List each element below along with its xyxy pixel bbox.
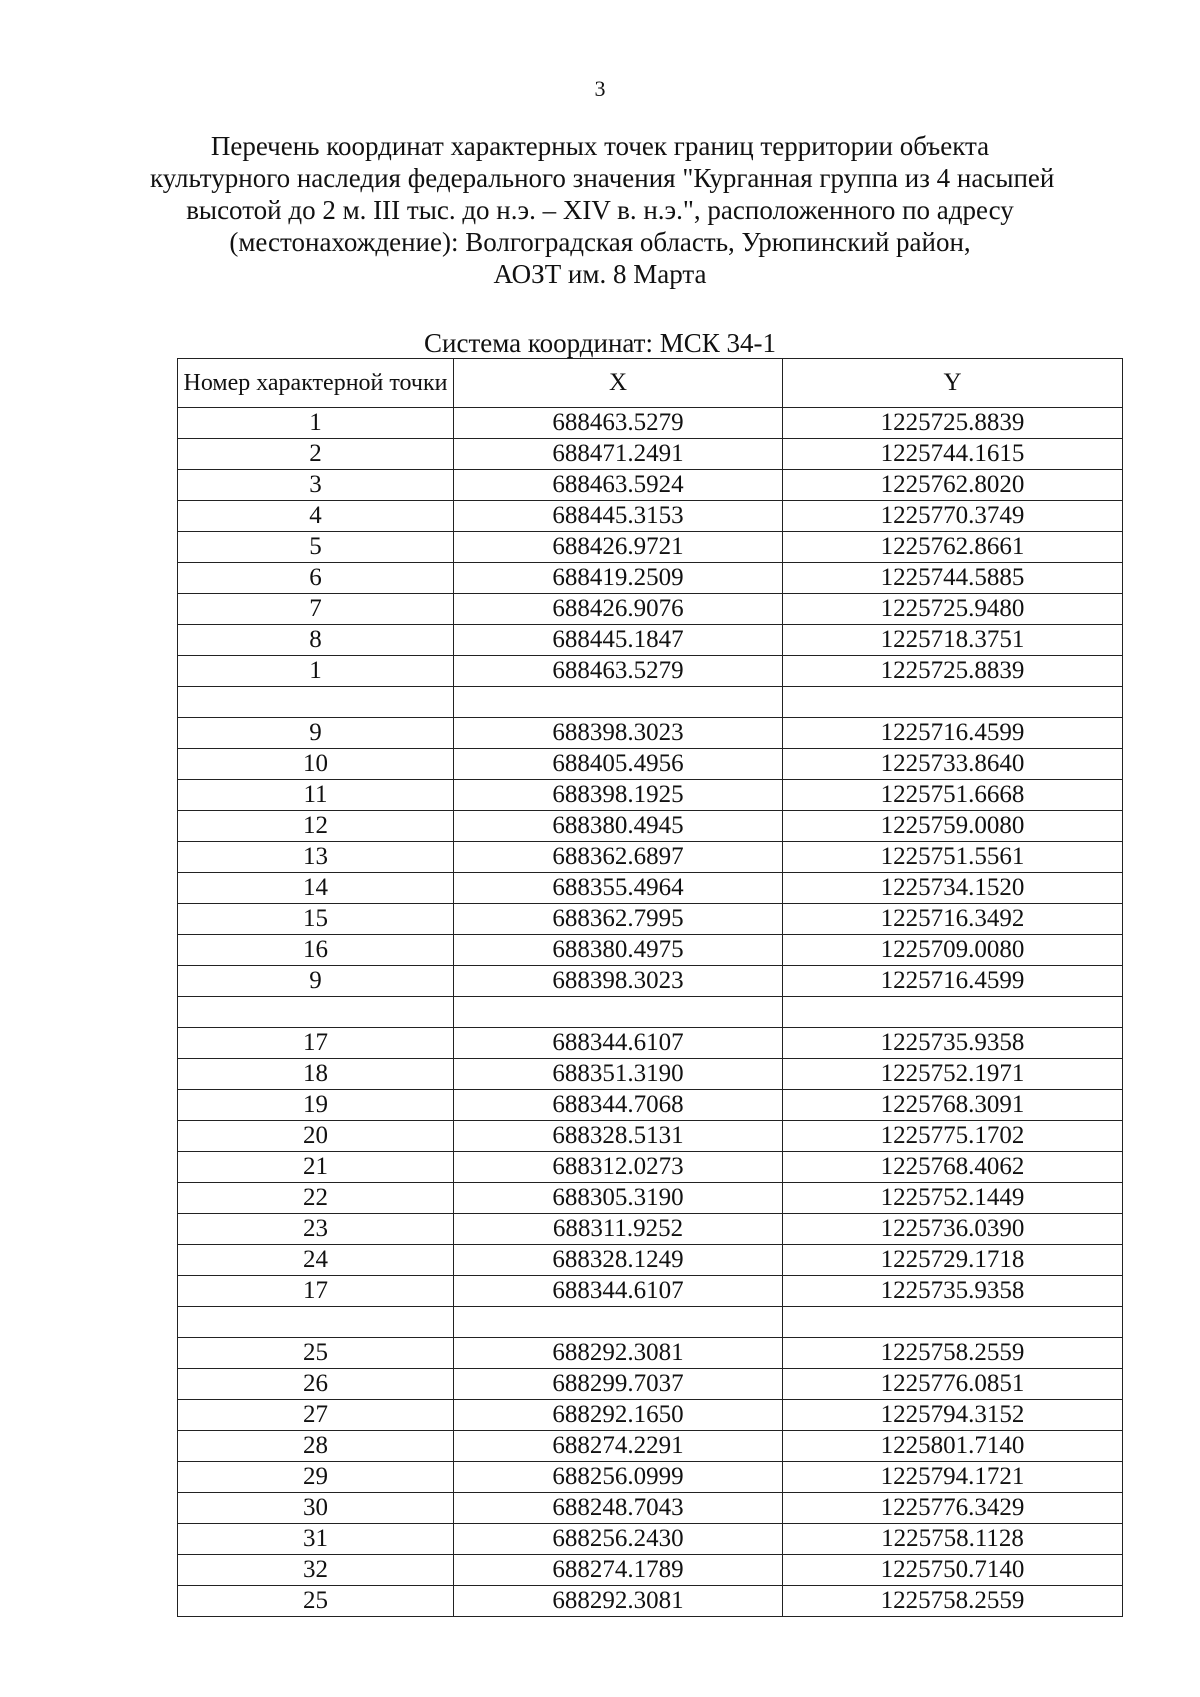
document-title: [150, 130, 1055, 290]
point-number-cell: 18: [178, 1059, 454, 1090]
table-row: [178, 749, 1123, 780]
y-coordinate-cell: 1225794.1721: [783, 1462, 1123, 1493]
x-coordinate-cell: 688405.4956: [454, 749, 783, 780]
point-number-cell: 4: [178, 501, 454, 532]
point-number-cell: 2: [178, 439, 454, 470]
title-line: культурного наследия федерального значения "Курганная группа из 4 насыпей: [150, 163, 1055, 193]
table-row: [178, 718, 1123, 749]
x-coordinate-cell: 688274.1789: [454, 1555, 783, 1586]
x-coordinate-cell: 688274.2291: [454, 1431, 783, 1462]
y-coordinate-cell: 1225736.0390: [783, 1214, 1123, 1245]
y-coordinate-cell: 1225758.2559: [783, 1338, 1123, 1369]
point-number-cell: 26: [178, 1369, 454, 1400]
x-coordinate-cell: 688311.9252: [454, 1214, 783, 1245]
y-coordinate-cell: 1225744.5885: [783, 563, 1123, 594]
x-coordinate-cell: 688312.0273: [454, 1152, 783, 1183]
y-coordinate-cell: 1225716.4599: [783, 966, 1123, 997]
table-row: [178, 1059, 1123, 1090]
y-coordinate-cell: 1225735.9358: [783, 1276, 1123, 1307]
table-row: [178, 594, 1123, 625]
point-number-cell: 19: [178, 1090, 454, 1121]
point-number-cell: 24: [178, 1245, 454, 1276]
table-row: [178, 1400, 1123, 1431]
y-coordinate-cell: 1225759.0080: [783, 811, 1123, 842]
point-number-cell: 27: [178, 1400, 454, 1431]
table-row: [178, 563, 1123, 594]
y-coordinate-cell: 1225751.6668: [783, 780, 1123, 811]
x-coordinate-cell: 688344.6107: [454, 1276, 783, 1307]
table-row: [178, 780, 1123, 811]
y-coordinate-cell: 1225776.3429: [783, 1493, 1123, 1524]
x-coordinate-cell: 688398.3023: [454, 966, 783, 997]
y-coordinate-cell: 1225725.9480: [783, 594, 1123, 625]
table-row: [178, 1214, 1123, 1245]
table-row: [178, 1245, 1123, 1276]
table-row: [178, 811, 1123, 842]
y-coordinate-cell: 1225744.1615: [783, 439, 1123, 470]
x-coordinate-cell: 688292.3081: [454, 1586, 783, 1617]
table-header-row: [178, 359, 1123, 408]
x-coordinate-cell: 688344.6107: [454, 1028, 783, 1059]
x-coordinate-cell: [454, 687, 783, 718]
table-row: [178, 1369, 1123, 1400]
x-coordinate-cell: 688398.3023: [454, 718, 783, 749]
x-coordinate-cell: [454, 1307, 783, 1338]
table-row: [178, 904, 1123, 935]
table-row: [178, 842, 1123, 873]
table-row: [178, 656, 1123, 687]
x-coordinate-cell: 688463.5279: [454, 656, 783, 687]
point-number-cell: 8: [178, 625, 454, 656]
y-coordinate-cell: 1225758.1128: [783, 1524, 1123, 1555]
title-line: АОЗТ им. 8 Марта: [493, 259, 707, 289]
y-coordinate-cell: [783, 997, 1123, 1028]
point-number-cell: 29: [178, 1462, 454, 1493]
x-coordinate-cell: 688380.4975: [454, 935, 783, 966]
title-line: высотой до 2 м. III тыс. до н.э. – XIV в. н.э.", расположенного по адресу: [186, 195, 1014, 225]
y-coordinate-cell: [783, 687, 1123, 718]
point-number-cell: 14: [178, 873, 454, 904]
point-number-cell: 17: [178, 1276, 454, 1307]
coordinate-system-caption: Система координат: МСК 34-1: [424, 328, 776, 358]
point-number-cell: [178, 687, 454, 718]
x-coordinate-cell: 688463.5279: [454, 408, 783, 439]
table-row: [178, 873, 1123, 904]
table-row: [178, 1183, 1123, 1214]
x-coordinate-cell: 688344.7068: [454, 1090, 783, 1121]
table-row: [178, 1152, 1123, 1183]
table-row: [178, 501, 1123, 532]
point-number-cell: 16: [178, 935, 454, 966]
x-coordinate-cell: 688305.3190: [454, 1183, 783, 1214]
point-number-cell: 22: [178, 1183, 454, 1214]
point-number-cell: 30: [178, 1493, 454, 1524]
y-coordinate-cell: 1225733.8640: [783, 749, 1123, 780]
y-coordinate-cell: 1225758.2559: [783, 1586, 1123, 1617]
x-coordinate-cell: 688463.5924: [454, 470, 783, 501]
point-number-cell: 12: [178, 811, 454, 842]
point-number-cell: 17: [178, 1028, 454, 1059]
point-number-cell: 20: [178, 1121, 454, 1152]
y-coordinate-cell: 1225752.1971: [783, 1059, 1123, 1090]
table-row: [178, 1090, 1123, 1121]
y-coordinate-cell: 1225762.8661: [783, 532, 1123, 563]
point-number-cell: 7: [178, 594, 454, 625]
point-number-cell: 9: [178, 966, 454, 997]
y-coordinate-cell: 1225725.8839: [783, 408, 1123, 439]
point-number-cell: 10: [178, 749, 454, 780]
x-coordinate-cell: 688292.1650: [454, 1400, 783, 1431]
point-number-cell: 1: [178, 656, 454, 687]
x-coordinate-cell: 688328.5131: [454, 1121, 783, 1152]
table-row: [178, 1555, 1123, 1586]
x-coordinate-cell: 688380.4945: [454, 811, 783, 842]
y-coordinate-cell: 1225716.3492: [783, 904, 1123, 935]
point-number-cell: 23: [178, 1214, 454, 1245]
table-row: [178, 439, 1123, 470]
table-row: [178, 625, 1123, 656]
x-coordinate-cell: [454, 997, 783, 1028]
table-row: [178, 1493, 1123, 1524]
table-row: [178, 408, 1123, 439]
table-row: [178, 1307, 1123, 1338]
point-number-cell: 5: [178, 532, 454, 563]
coordinates-table: [177, 358, 1123, 1617]
x-coordinate-cell: 688248.7043: [454, 1493, 783, 1524]
x-coordinate-cell: 688419.2509: [454, 563, 783, 594]
point-number-cell: [178, 997, 454, 1028]
y-coordinate-cell: 1225752.1449: [783, 1183, 1123, 1214]
y-coordinate-cell: 1225735.9358: [783, 1028, 1123, 1059]
x-coordinate-cell: 688426.9076: [454, 594, 783, 625]
table-row: [178, 1276, 1123, 1307]
point-number-cell: 6: [178, 563, 454, 594]
table-row: [178, 1028, 1123, 1059]
point-number-cell: 15: [178, 904, 454, 935]
x-coordinate-cell: 688299.7037: [454, 1369, 783, 1400]
table-body: [178, 408, 1123, 1617]
y-coordinate-cell: [783, 1307, 1123, 1338]
point-number-cell: 9: [178, 718, 454, 749]
y-coordinate-cell: 1225729.1718: [783, 1245, 1123, 1276]
table-row: [178, 1586, 1123, 1617]
table-row: [178, 966, 1123, 997]
y-coordinate-cell: 1225725.8839: [783, 656, 1123, 687]
title-line: (местонахождение): Волгоградская область, Урюпинский район,: [229, 227, 971, 257]
point-number-cell: 1: [178, 408, 454, 439]
y-coordinate-cell: 1225751.5561: [783, 842, 1123, 873]
table-row: [178, 997, 1123, 1028]
x-coordinate-cell: 688426.9721: [454, 532, 783, 563]
page-number: 3: [594, 76, 606, 101]
table-row: [178, 1121, 1123, 1152]
y-coordinate-cell: 1225776.0851: [783, 1369, 1123, 1400]
header-point-number: Номер характерной точки: [178, 359, 454, 408]
y-coordinate-cell: 1225709.0080: [783, 935, 1123, 966]
x-coordinate-cell: 688292.3081: [454, 1338, 783, 1369]
point-number-cell: [178, 1307, 454, 1338]
table-row: [178, 1524, 1123, 1555]
y-coordinate-cell: 1225750.7140: [783, 1555, 1123, 1586]
table-row: [178, 687, 1123, 718]
x-coordinate-cell: 688256.0999: [454, 1462, 783, 1493]
point-number-cell: 32: [178, 1555, 454, 1586]
table-row: [178, 1338, 1123, 1369]
table-row: [178, 935, 1123, 966]
y-coordinate-cell: 1225801.7140: [783, 1431, 1123, 1462]
x-coordinate-cell: 688362.7995: [454, 904, 783, 935]
x-coordinate-cell: 688445.1847: [454, 625, 783, 656]
point-number-cell: 3: [178, 470, 454, 501]
table-row: [178, 1462, 1123, 1493]
x-coordinate-cell: 688351.3190: [454, 1059, 783, 1090]
table-row: [178, 470, 1123, 501]
x-coordinate-cell: 688398.1925: [454, 780, 783, 811]
title-line: Перечень координат характерных точек границ территории объекта: [210, 131, 990, 161]
header-x: X: [454, 359, 783, 408]
y-coordinate-cell: 1225770.3749: [783, 501, 1123, 532]
y-coordinate-cell: 1225734.1520: [783, 873, 1123, 904]
point-number-cell: 25: [178, 1586, 454, 1617]
header-y: Y: [783, 359, 1123, 408]
x-coordinate-cell: 688471.2491: [454, 439, 783, 470]
table-row: [178, 532, 1123, 563]
y-coordinate-cell: 1225794.3152: [783, 1400, 1123, 1431]
table-row: [178, 1431, 1123, 1462]
point-number-cell: 25: [178, 1338, 454, 1369]
x-coordinate-cell: 688445.3153: [454, 501, 783, 532]
point-number-cell: 13: [178, 842, 454, 873]
x-coordinate-cell: 688362.6897: [454, 842, 783, 873]
y-coordinate-cell: 1225762.8020: [783, 470, 1123, 501]
x-coordinate-cell: 688328.1249: [454, 1245, 783, 1276]
point-number-cell: 31: [178, 1524, 454, 1555]
y-coordinate-cell: 1225775.1702: [783, 1121, 1123, 1152]
point-number-cell: 28: [178, 1431, 454, 1462]
y-coordinate-cell: 1225768.4062: [783, 1152, 1123, 1183]
x-coordinate-cell: 688355.4964: [454, 873, 783, 904]
x-coordinate-cell: 688256.2430: [454, 1524, 783, 1555]
y-coordinate-cell: 1225768.3091: [783, 1090, 1123, 1121]
y-coordinate-cell: 1225718.3751: [783, 625, 1123, 656]
point-number-cell: 11: [178, 780, 454, 811]
point-number-cell: 21: [178, 1152, 454, 1183]
y-coordinate-cell: 1225716.4599: [783, 718, 1123, 749]
